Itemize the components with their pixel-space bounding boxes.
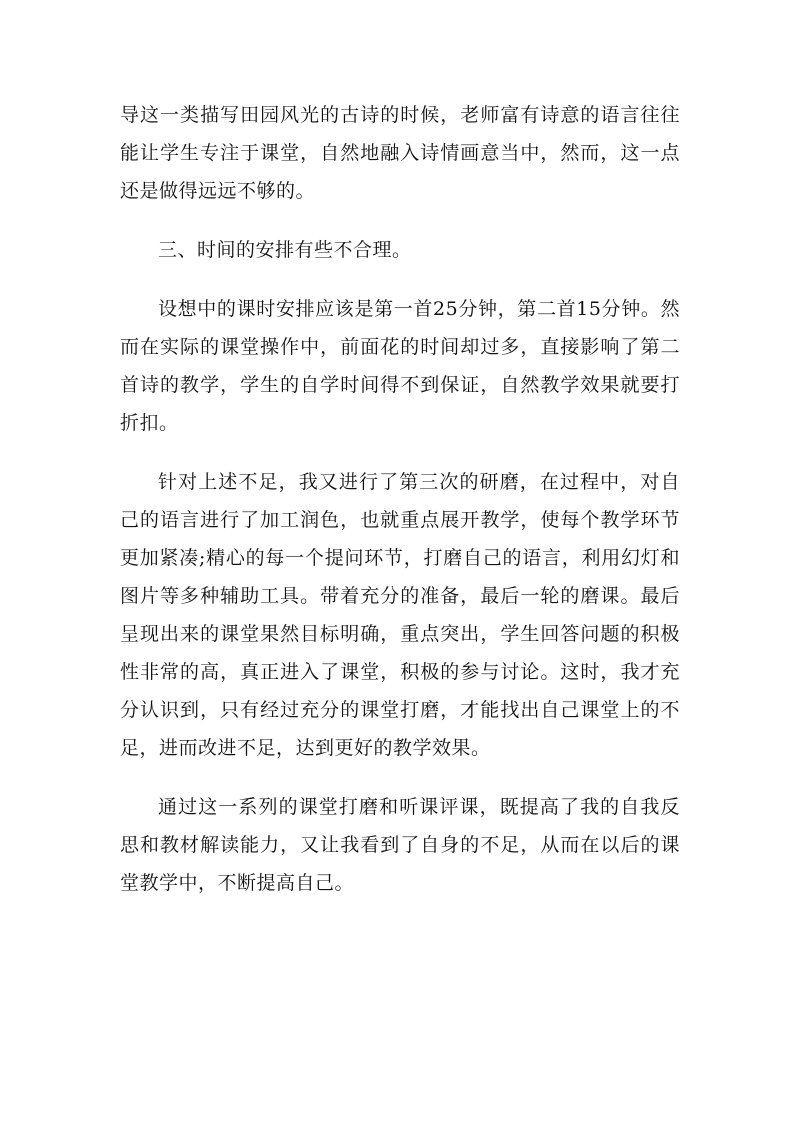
paragraph-third-revision: 针对上述不足，我又进行了第三次的研磨，在过程中，对自己的语言进行了加工润色，也就重点展开教学，使每个教学环节更加紧凑;精心的每一个提问环节，打磨自己的语言，利用幻灯和图片等多种辅助工具。带着充分的准备，最后一轮的磨课。最后呈现出来的课堂果然目标明确，重点突出，学生回答问题的积极性非常的高，真正进入了课堂，积极的参与讨论。这时，我才充分认识到，只有经过充分的课堂打磨，才能找出自己课堂上的不足，进而改进不足，达到更好的教学效果。: [120, 471, 680, 759]
section-heading-time-arrangement: 三、时间的安排有些不合理。: [158, 239, 412, 261]
paragraph-time-plan: 设想中的课时安排应该是第一首25分钟，第二首15分钟。然而在实际的课堂操作中，前面花的时间却过多，直接影响了第二首诗的教学，学生的自学时间得不到保证，自然教学效果就要打折扣。: [120, 298, 680, 434]
paragraph-continuation: 导这一类描写田园风光的古诗的时候，老师富有诗意的语言往往能让学生专注于课堂，自然地融入诗情画意当中，然而，这一点还是做得远远不够的。: [120, 104, 680, 202]
document-body: [120, 96, 680, 902]
paragraph-conclusion: 通过这一系列的课堂打磨和听课评课，既提高了我的自我反思和教材解读能力，又让我看到了自身的不足，从而在以后的课堂教学中，不断提高自己。: [120, 796, 680, 894]
